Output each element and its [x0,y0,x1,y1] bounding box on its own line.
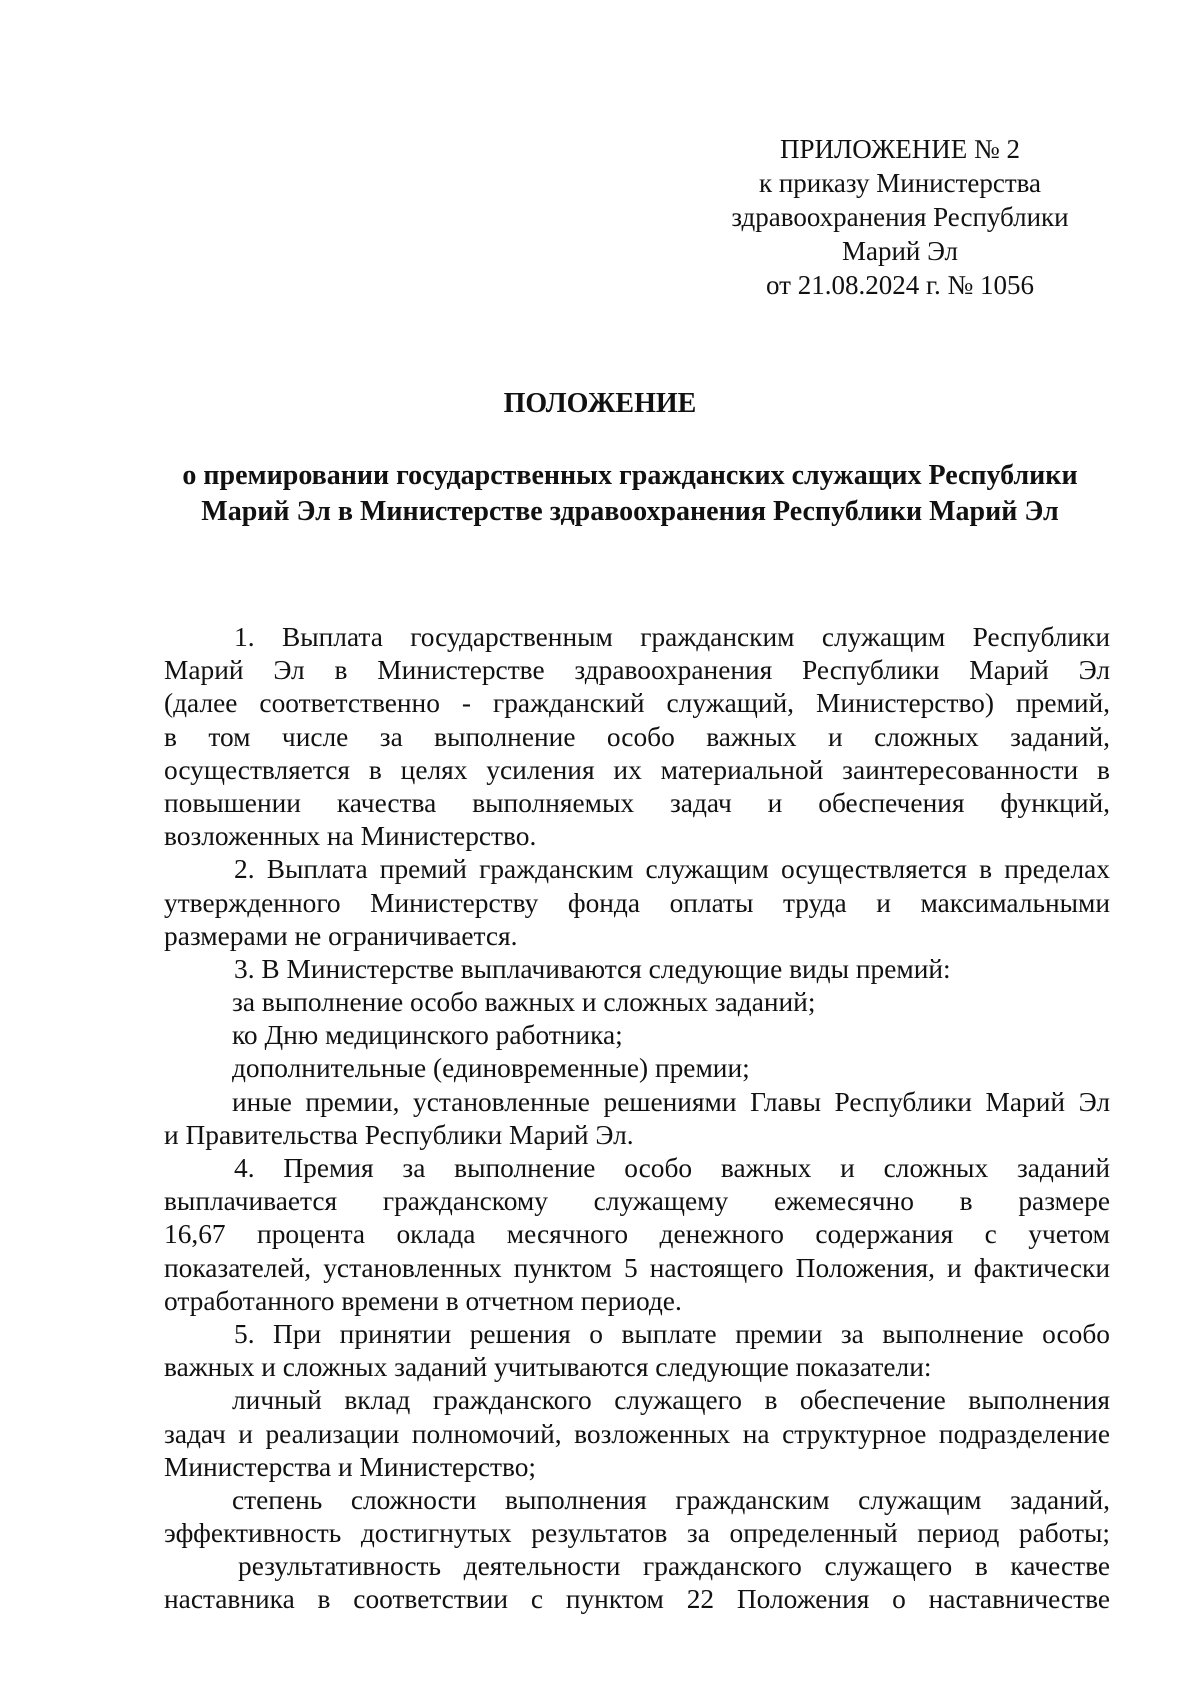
subtitle-line: о премировании государственных гражданских служащих Республики [182,460,1078,491]
appendix-order-ref: к приказу Министерства [758,168,1042,198]
list-item: за выполнение особо важных и сложных заданий; [232,987,816,1018]
paragraph-line: осуществляется в целях усиления их материальной заинтересованности в [164,754,1110,785]
list-item: степень сложности выполнения гражданским служащим заданий, [232,1484,1110,1515]
paragraph-line: утвержденного Министерству фонда оплаты труда и максимальными [164,887,1110,918]
list-item: ко Дню медицинского работника; [232,1020,623,1051]
paragraph-line: показателей, установленных пунктом 5 настоящего Положения, и фактически [164,1252,1110,1283]
paragraph-line: размерами не ограничивается. [164,920,518,951]
list-item: иные премии, установленные решениями Главы Республики Марий Эл [232,1086,1110,1117]
paragraph-line: Министерства и Министерство; [164,1451,537,1482]
paragraph-line: возложенных на Министерство. [164,821,537,852]
list-item: дополнительные (единовременные) премии; [232,1053,750,1084]
paragraph-line: в том числе за выполнение особо важных и сложных заданий, [164,721,1110,752]
appendix-date-number: от 21.08.2024 г. № 1056 [766,270,1034,300]
paragraph-line: отработанного времени в отчетном периоде. [164,1285,682,1316]
subtitle-line: Марий Эл в Министерстве здравоохранения Республики Марий Эл [201,496,1059,527]
paragraph-line: Марий Эл в Министерстве здравоохранения Республики Марий Эл [164,655,1110,686]
paragraph-line: 1. Выплата государственным гражданским служащим Республики [234,622,1110,652]
paragraph-line: выплачивается гражданскому служащему ежемесячно в размере [164,1186,1110,1217]
document-body [164,621,1110,1617]
paragraph-line: 16,67 процента оклада месячного денежного содержания с учетом [164,1219,1110,1250]
paragraph-line: 2. Выплата премий гражданским служащим осуществляется в пределах [234,854,1110,885]
document-subtitle [150,458,1110,530]
appendix-number: ПРИЛОЖЕНИЕ № 2 [779,134,1021,164]
appendix-region: Марий Эл [841,236,959,266]
paragraph-line: 3. В Министерстве выплачиваются следующие виды премий: [234,953,951,984]
appendix-ministry: здравоохранения Республики [731,202,1069,232]
list-item: результативность деятельности гражданского служащего в качестве [238,1551,1110,1582]
appendix-header [680,132,1120,302]
paragraph-line: задач и реализации полномочий, возложенных на структурное подразделение [164,1418,1110,1449]
paragraph-line: наставника в соответствии с пунктом 22 Положения о наставничестве [164,1584,1110,1615]
paragraph-line: 5. При принятии решения о выплате премии за выполнение особо [234,1318,1110,1349]
paragraph-line: 4. Премия за выполнение особо важных и сложных заданий [234,1153,1110,1183]
paragraph-line: повышении качества выполняемых задач и обеспечения функций, [164,787,1110,818]
paragraph-line: (далее соответственно - гражданский служащий, Министерство) премий, [164,688,1110,719]
paragraph-line: и Правительства Республики Марий Эл. [164,1119,634,1150]
paragraph-line: эффективность достигнутых результатов за определенный период работы; [164,1518,1110,1549]
document-title: ПОЛОЖЕНИЕ [503,388,697,419]
list-item: личный вклад гражданского служащего в обеспечение выполнения [232,1385,1110,1416]
paragraph-line: важных и сложных заданий учитываются следующие показатели: [164,1352,932,1383]
